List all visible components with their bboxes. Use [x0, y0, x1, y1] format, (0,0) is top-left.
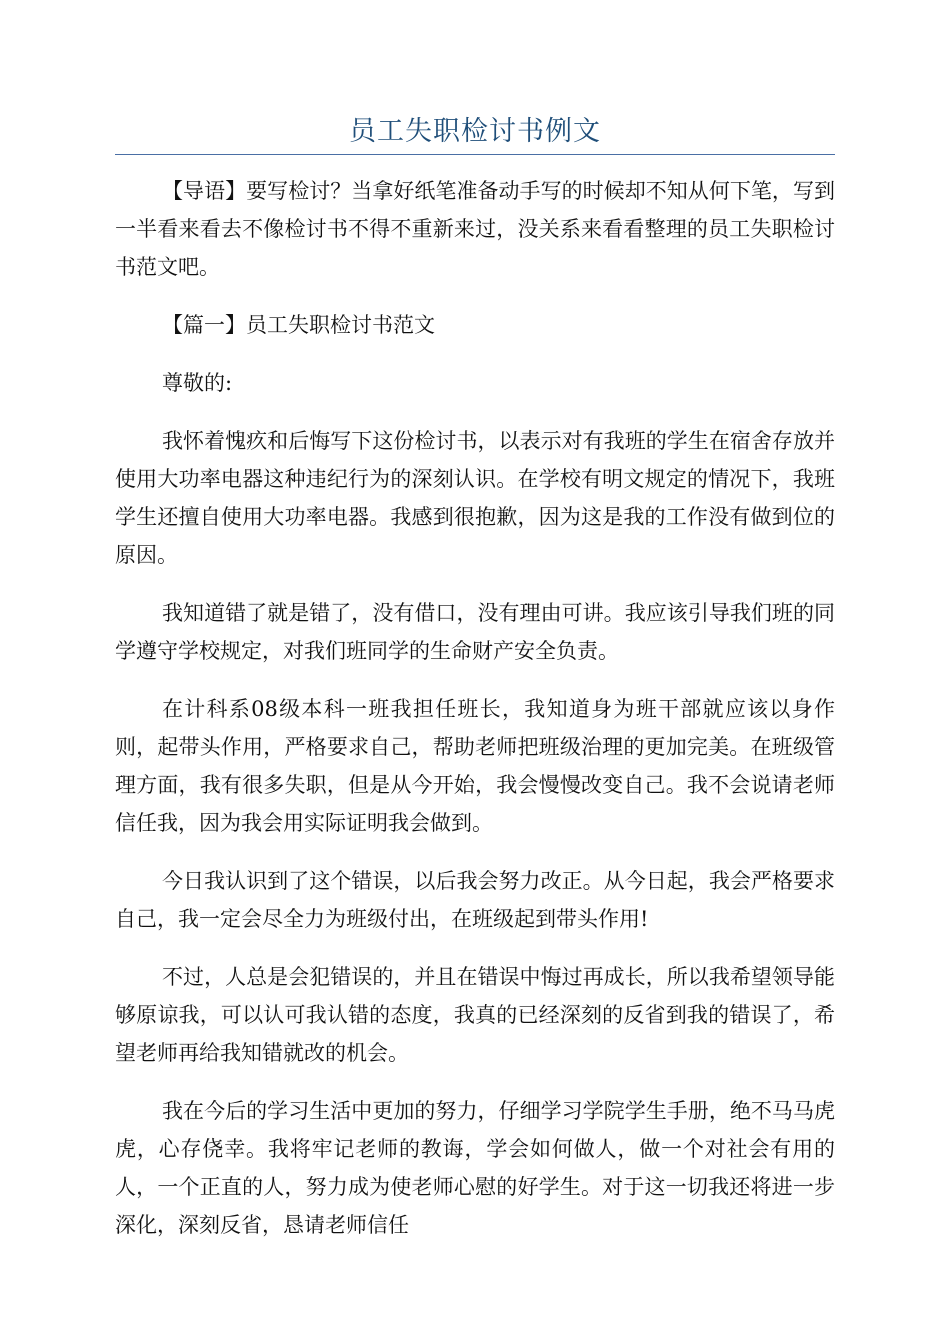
section-heading: 【篇一】员工失职检讨书范文 [162, 313, 435, 337]
title-underline [115, 154, 835, 155]
paragraph: 我知道错了就是错了，没有借口，没有理由可讲。我应该引导我们班的同学遵守学校规定，对我们班同学的生命财产安全负责。 [115, 601, 835, 663]
paragraph: 不过，人总是会犯错误的，并且在错误中悔过再成长，所以我希望领导能够原谅我，可以认可我认错的态度，我真的已经深刻的反省到我的错误了，希望老师再给我知错就改的机会。 [115, 965, 835, 1065]
document-body [115, 172, 835, 1264]
paragraph: 我在今后的学习生活中更加的努力，仔细学习学院学生手册，绝不马马虎虎，心存侥幸。我将牢记老师的教诲，学会如何做人，做一个对社会有用的人，一个正直的人，努力成为使老师心慰的好学生。对于这一切我还将进一步深化，深刻反省，恳请老师信任 [115, 1099, 835, 1237]
document-title: 员工失职检讨书例文 [349, 116, 601, 147]
salutation: 尊敬的: [162, 371, 233, 395]
paragraph: 今日我认识到了这个错误，以后我会努力改正。从今日起，我会严格要求自己，我一定会尽全力为班级付出，在班级起到带头作用! [115, 869, 835, 931]
paragraph-intro: 【导语】要写检讨？当拿好纸笔准备动手写的时候却不知从何下笔，写到一半看来看去不像检讨书不得不重新来过，没关系来看看整理的员工失职检讨书范文吧。 [115, 179, 835, 279]
paragraph: 我怀着愧疚和后悔写下这份检讨书，以表示对有我班的学生在宿舍存放并使用大功率电器这种违纪行为的深刻认识。在学校有明文规定的情况下，我班学生还擅自使用大功率电器。我感到很抱歉，因为这是我的工作没有做到位的原因。 [115, 429, 835, 567]
paragraph: 在计科系08级本科一班我担任班长，我知道身为班干部就应该以身作则，起带头作用，严格要求自己，帮助老师把班级治理的更加完美。在班级管理方面，我有很多失职，但是从今开始，我会慢慢改变自己。我不会说请老师信任我，因为我会用实际证明我会做到。 [115, 697, 835, 835]
